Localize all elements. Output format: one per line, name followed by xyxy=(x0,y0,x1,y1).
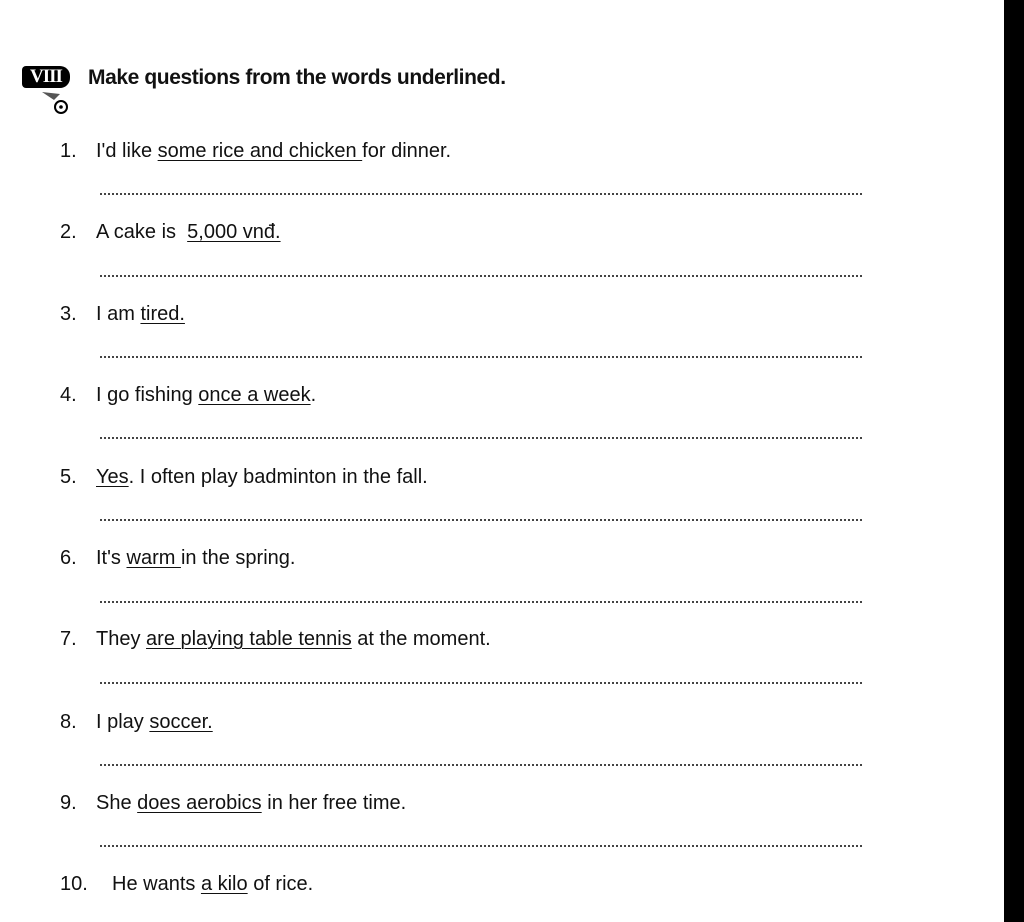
question-text xyxy=(60,382,316,408)
text-part: He wants xyxy=(112,873,201,895)
text-part: for dinner. xyxy=(362,140,452,162)
question-number: 9. xyxy=(60,792,77,814)
question-number: 8. xyxy=(60,711,77,733)
answer-line[interactable] xyxy=(100,601,862,603)
section-badge: VIII xyxy=(22,66,70,88)
question-text xyxy=(60,545,295,571)
text-part: She xyxy=(96,792,138,814)
question-number: 3. xyxy=(60,303,77,325)
underlined-phrase: are playing table tennis xyxy=(146,628,352,650)
answer-line[interactable] xyxy=(100,764,862,766)
answer-line[interactable] xyxy=(100,356,862,358)
question-number: 2. xyxy=(60,221,77,243)
question-text xyxy=(60,709,213,735)
answer-line[interactable] xyxy=(100,845,862,847)
question-number: 7. xyxy=(60,628,77,650)
question-number: 10. xyxy=(60,873,88,895)
underlined-phrase: a kilo xyxy=(200,873,248,895)
text-part: I am xyxy=(96,303,141,325)
underlined-phrase: warm xyxy=(126,547,181,569)
question-text xyxy=(60,301,185,327)
text-part: in the spring. xyxy=(180,547,296,569)
answer-line[interactable] xyxy=(100,193,862,195)
text-part: A cake is xyxy=(96,221,188,243)
text-part: . I often play badminton in the fall. xyxy=(128,466,428,488)
answer-line[interactable] xyxy=(100,437,862,439)
question-number: 5. xyxy=(60,466,77,488)
underlined-phrase: some rice and chicken xyxy=(157,140,363,162)
question-text xyxy=(60,626,491,652)
question-number: 6. xyxy=(60,547,77,569)
text-part: at the moment. xyxy=(351,628,491,650)
text-part: . xyxy=(310,384,317,406)
question-number: 1. xyxy=(60,140,77,162)
question-text xyxy=(60,871,313,897)
underlined-phrase: 5,000 vnđ. xyxy=(187,221,281,243)
section-title: Make questions from the words underlined. xyxy=(88,66,506,89)
answer-line[interactable] xyxy=(100,519,862,521)
text-part: It's xyxy=(96,547,127,569)
underlined-phrase: does aerobics xyxy=(137,792,262,814)
answer-line[interactable] xyxy=(100,275,862,277)
text-part: in her free time. xyxy=(261,792,407,814)
question-text xyxy=(60,219,281,245)
cd-icon xyxy=(40,90,70,116)
underlined-phrase: once a week xyxy=(198,384,311,406)
text-part: I play xyxy=(96,711,150,733)
underlined-phrase: tired. xyxy=(140,303,185,325)
text-part: I'd like xyxy=(96,140,158,162)
question-number: 4. xyxy=(60,384,77,406)
question-text xyxy=(60,138,451,164)
underlined-phrase: soccer. xyxy=(149,711,213,733)
text-part: I go fishing xyxy=(96,384,199,406)
underlined-phrase: Yes xyxy=(96,466,129,488)
answer-line[interactable] xyxy=(100,682,862,684)
text-part: They xyxy=(96,628,147,650)
text-part: of rice. xyxy=(247,873,314,895)
right-edge-bar xyxy=(1004,0,1024,922)
question-text xyxy=(60,790,406,816)
question-text xyxy=(60,464,428,490)
